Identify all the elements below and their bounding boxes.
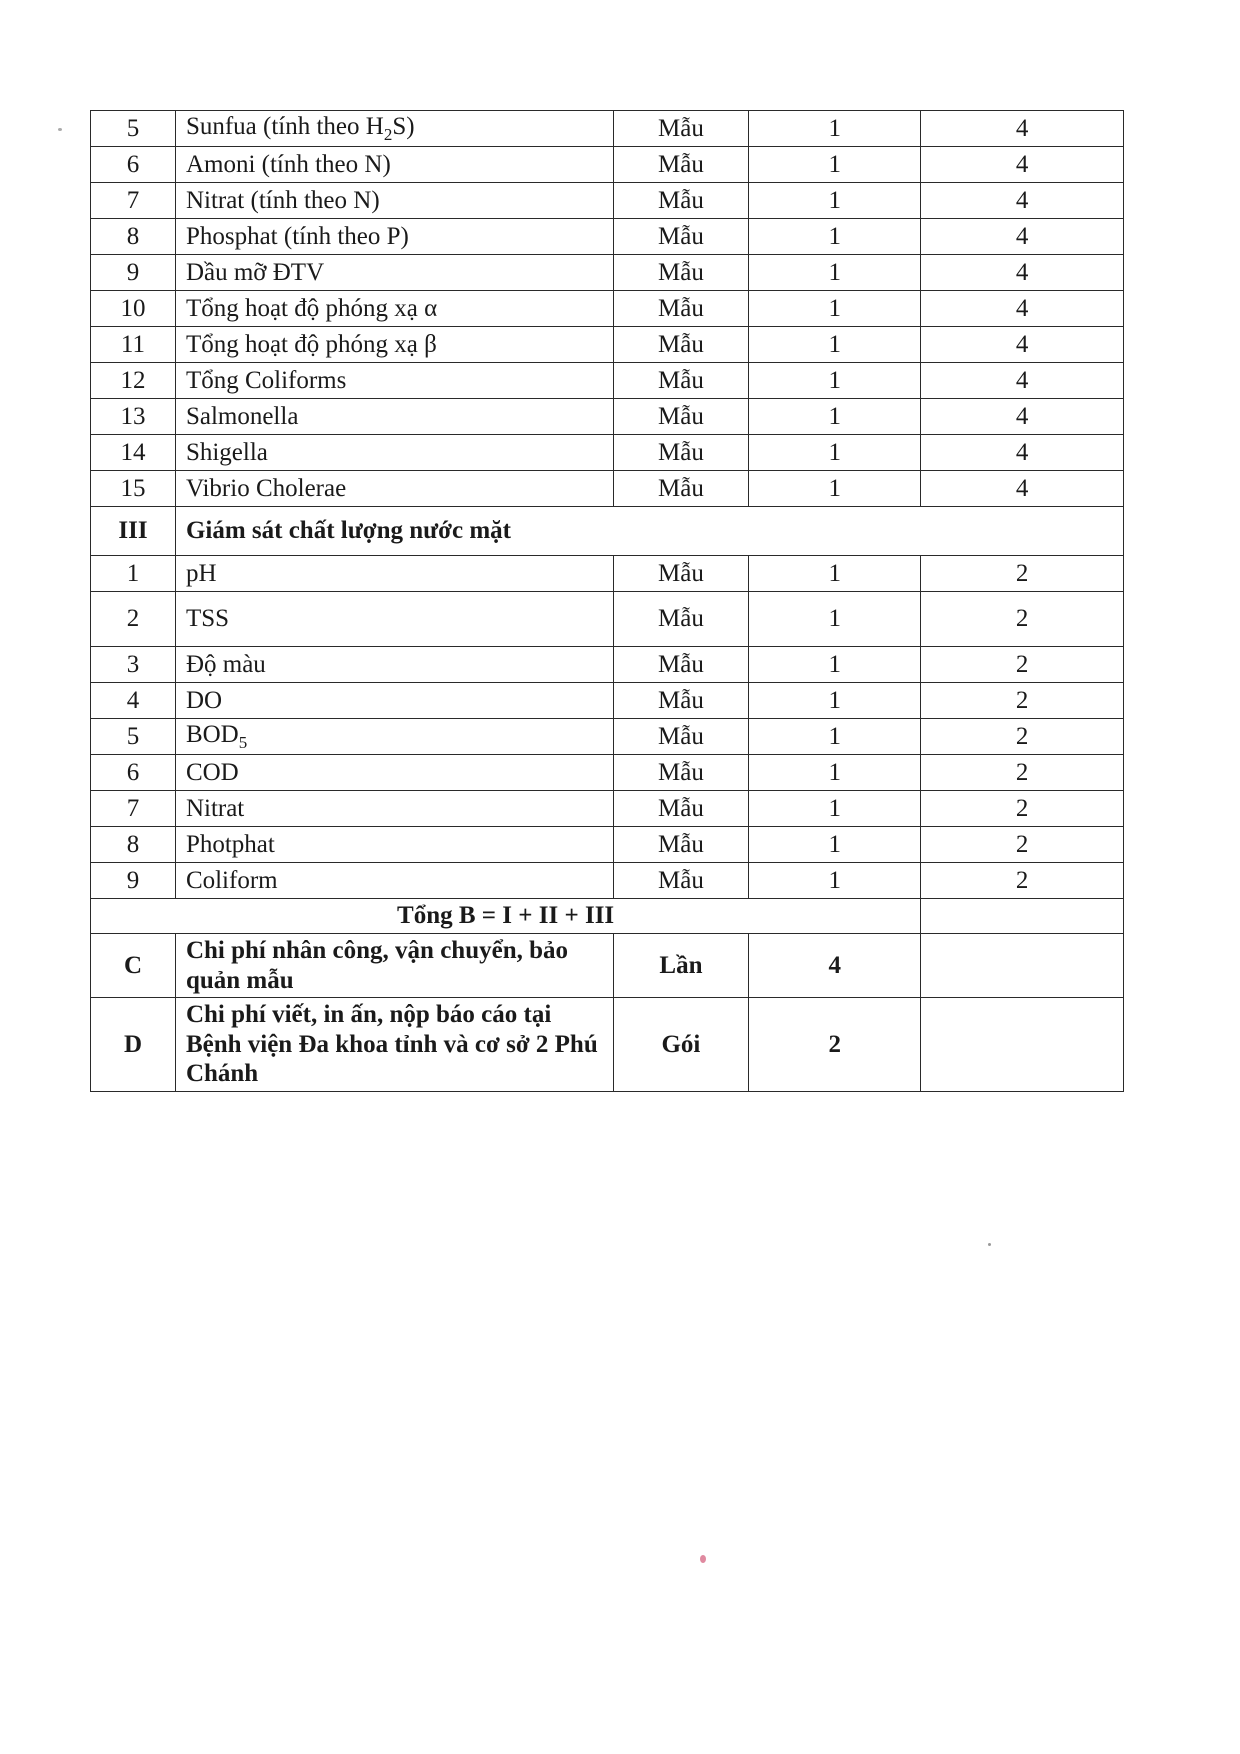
table-row: [91, 111, 1124, 147]
row-unit: Mẫu: [613, 111, 749, 147]
row-number: 10: [91, 291, 176, 327]
parameter-text: Tổng Coliforms: [185, 366, 347, 394]
row-frequency: 4: [921, 471, 1124, 507]
parameter-text: Nitrat (tính theo N): [185, 186, 380, 214]
row-quantity: 1: [749, 291, 921, 327]
parameter-text: Vibrio Cholerae: [185, 474, 347, 502]
table-row: [91, 471, 1124, 507]
row-frequency: 2: [921, 719, 1124, 755]
row-frequency: 2: [921, 791, 1124, 827]
row-quantity: 1: [749, 863, 921, 899]
row-unit: Mẫu: [613, 147, 749, 183]
parameter-text: Tổng hoạt độ phóng xạ β: [185, 330, 437, 358]
cost-c-times: [921, 934, 1124, 998]
row-unit: Mẫu: [613, 863, 749, 899]
row-unit: Mẫu: [613, 755, 749, 791]
row-quantity: 1: [749, 399, 921, 435]
table-row: [91, 647, 1124, 683]
row-quantity: 1: [749, 719, 921, 755]
row-parameter: [175, 827, 613, 863]
row-parameter: [175, 219, 613, 255]
row-number: 9: [91, 255, 176, 291]
row-number: 12: [91, 363, 176, 399]
row-number: 5: [91, 111, 176, 147]
cost-row-d: [91, 998, 1124, 1092]
row-parameter: [175, 471, 613, 507]
table-row: [91, 683, 1124, 719]
row-quantity: 1: [749, 255, 921, 291]
parameter-text: Độ màu: [185, 650, 266, 678]
row-number: 5: [91, 719, 176, 755]
table-row: [91, 556, 1124, 592]
parameter-subscript: 5: [238, 732, 248, 752]
section-III-rows: [91, 556, 1124, 899]
section-III-header: [91, 507, 1124, 556]
table-row: [91, 327, 1124, 363]
row-parameter: [175, 647, 613, 683]
total-label: Tổng B = I + II + III: [91, 899, 921, 934]
table-row: [91, 183, 1124, 219]
parameter-text: Sunfua (tính theo H: [185, 112, 384, 140]
row-number: 15: [91, 471, 176, 507]
row-parameter: [175, 291, 613, 327]
row-frequency: 4: [921, 435, 1124, 471]
cost-d-times: [921, 998, 1124, 1092]
total-row: [91, 899, 1124, 934]
cost-c-number: C: [91, 934, 176, 998]
row-frequency: 2: [921, 863, 1124, 899]
row-parameter: [175, 719, 613, 755]
row-frequency: 2: [921, 827, 1124, 863]
row-unit: Mẫu: [613, 327, 749, 363]
row-parameter: [175, 592, 613, 647]
table-row: [91, 147, 1124, 183]
row-frequency: 2: [921, 647, 1124, 683]
total-value-cell: [921, 899, 1124, 934]
row-frequency: 4: [921, 147, 1124, 183]
cost-d-qty: 2: [749, 998, 921, 1092]
row-number: 8: [91, 219, 176, 255]
row-quantity: 1: [749, 327, 921, 363]
table-row: [91, 863, 1124, 899]
row-unit: Mẫu: [613, 719, 749, 755]
row-quantity: 1: [749, 755, 921, 791]
table-row: [91, 435, 1124, 471]
row-number: 6: [91, 147, 176, 183]
table-row: [91, 219, 1124, 255]
cost-d-name: Chi phí viết, in ấn, nộp báo cáo tại Bệnh viện Đa khoa tỉnh và cơ sở 2 Phú Chánh: [175, 998, 613, 1092]
parameter-text: Salmonella: [185, 402, 299, 430]
row-quantity: 1: [749, 683, 921, 719]
parameter-text: Tổng hoạt độ phóng xạ α: [185, 294, 438, 322]
row-parameter: [175, 183, 613, 219]
row-number: 4: [91, 683, 176, 719]
row-unit: Mẫu: [613, 592, 749, 647]
row-quantity: 1: [749, 556, 921, 592]
row-number: 2: [91, 592, 176, 647]
scan-speck: [988, 1243, 991, 1246]
cost-d-unit: Gói: [613, 998, 749, 1092]
row-frequency: 2: [921, 592, 1124, 647]
row-frequency: 4: [921, 183, 1124, 219]
monitoring-table: [90, 110, 1124, 1092]
row-frequency: 4: [921, 363, 1124, 399]
row-parameter: [175, 435, 613, 471]
summary-rows: [91, 899, 1124, 1092]
row-number: 11: [91, 327, 176, 363]
row-unit: Mẫu: [613, 791, 749, 827]
row-parameter: [175, 363, 613, 399]
row-unit: Mẫu: [613, 291, 749, 327]
row-number: 9: [91, 863, 176, 899]
row-unit: Mẫu: [613, 683, 749, 719]
section-III: [91, 507, 1124, 556]
table-row: [91, 363, 1124, 399]
row-frequency: 4: [921, 327, 1124, 363]
table-row: [91, 755, 1124, 791]
row-number: 14: [91, 435, 176, 471]
row-quantity: 1: [749, 219, 921, 255]
parameter-text: COD: [185, 758, 239, 786]
cost-c-qty: 4: [749, 934, 921, 998]
row-number: 7: [91, 791, 176, 827]
parameter-text: BOD: [185, 720, 239, 748]
row-quantity: 1: [749, 435, 921, 471]
scan-speck: [58, 128, 62, 131]
row-frequency: 4: [921, 255, 1124, 291]
row-quantity: 1: [749, 471, 921, 507]
row-number: 13: [91, 399, 176, 435]
row-unit: Mẫu: [613, 183, 749, 219]
cost-c-name: Chi phí nhân công, vận chuyển, bảo quản mẫu: [175, 934, 613, 998]
cost-d-number: D: [91, 998, 176, 1092]
row-number: 7: [91, 183, 176, 219]
section-III-number: III: [91, 507, 176, 556]
row-unit: Mẫu: [613, 471, 749, 507]
table-row: [91, 399, 1124, 435]
row-parameter: [175, 791, 613, 827]
row-frequency: 2: [921, 683, 1124, 719]
row-parameter: [175, 111, 613, 147]
parameter-text: Amoni (tính theo N): [185, 150, 391, 178]
row-frequency: 4: [921, 399, 1124, 435]
row-parameter: [175, 683, 613, 719]
table-row: [91, 255, 1124, 291]
scan-speck: [700, 1555, 706, 1563]
parameter-text: TSS: [185, 605, 230, 633]
parameter-text: Nitrat: [185, 794, 245, 822]
row-unit: Mẫu: [613, 255, 749, 291]
row-number: 8: [91, 827, 176, 863]
parameter-text: Phosphat (tính theo P): [185, 222, 409, 250]
row-parameter: [175, 147, 613, 183]
cost-c-unit: Lần: [613, 934, 749, 998]
table-row: [91, 592, 1124, 647]
row-parameter: [175, 399, 613, 435]
parameter-text: Photphat: [185, 830, 275, 858]
row-number: 1: [91, 556, 176, 592]
cost-row-c: [91, 934, 1124, 998]
row-unit: Mẫu: [613, 219, 749, 255]
row-quantity: 1: [749, 111, 921, 147]
row-unit: Mẫu: [613, 556, 749, 592]
row-unit: Mẫu: [613, 827, 749, 863]
section-II-rows: [91, 111, 1124, 507]
parameter-subscript: 2: [383, 124, 393, 144]
table-row: [91, 827, 1124, 863]
row-parameter: [175, 755, 613, 791]
parameter-text: pH: [185, 559, 217, 587]
row-unit: Mẫu: [613, 399, 749, 435]
row-frequency: 4: [921, 219, 1124, 255]
row-quantity: 1: [749, 147, 921, 183]
row-unit: Mẫu: [613, 435, 749, 471]
parameter-text: Coliform: [185, 866, 278, 894]
table-row: [91, 291, 1124, 327]
row-unit: Mẫu: [613, 363, 749, 399]
row-frequency: 2: [921, 755, 1124, 791]
table-row: [91, 719, 1124, 755]
row-quantity: 1: [749, 592, 921, 647]
row-quantity: 1: [749, 791, 921, 827]
row-frequency: 2: [921, 556, 1124, 592]
parameter-text: Shigella: [185, 438, 268, 466]
row-quantity: 1: [749, 183, 921, 219]
row-quantity: 1: [749, 827, 921, 863]
parameter-text: DO: [185, 686, 223, 714]
row-parameter: [175, 863, 613, 899]
row-unit: Mẫu: [613, 647, 749, 683]
parameter-text-suffix: S): [392, 112, 415, 140]
row-frequency: 4: [921, 111, 1124, 147]
row-parameter: [175, 327, 613, 363]
parameter-text: Dầu mỡ ĐTV: [185, 258, 325, 286]
section-III-title: Giám sát chất lượng nước mặt: [175, 507, 1123, 556]
row-number: 3: [91, 647, 176, 683]
row-quantity: 1: [749, 363, 921, 399]
row-frequency: 4: [921, 291, 1124, 327]
table-row: [91, 791, 1124, 827]
row-parameter: [175, 556, 613, 592]
row-quantity: 1: [749, 647, 921, 683]
row-parameter: [175, 255, 613, 291]
row-number: 6: [91, 755, 176, 791]
